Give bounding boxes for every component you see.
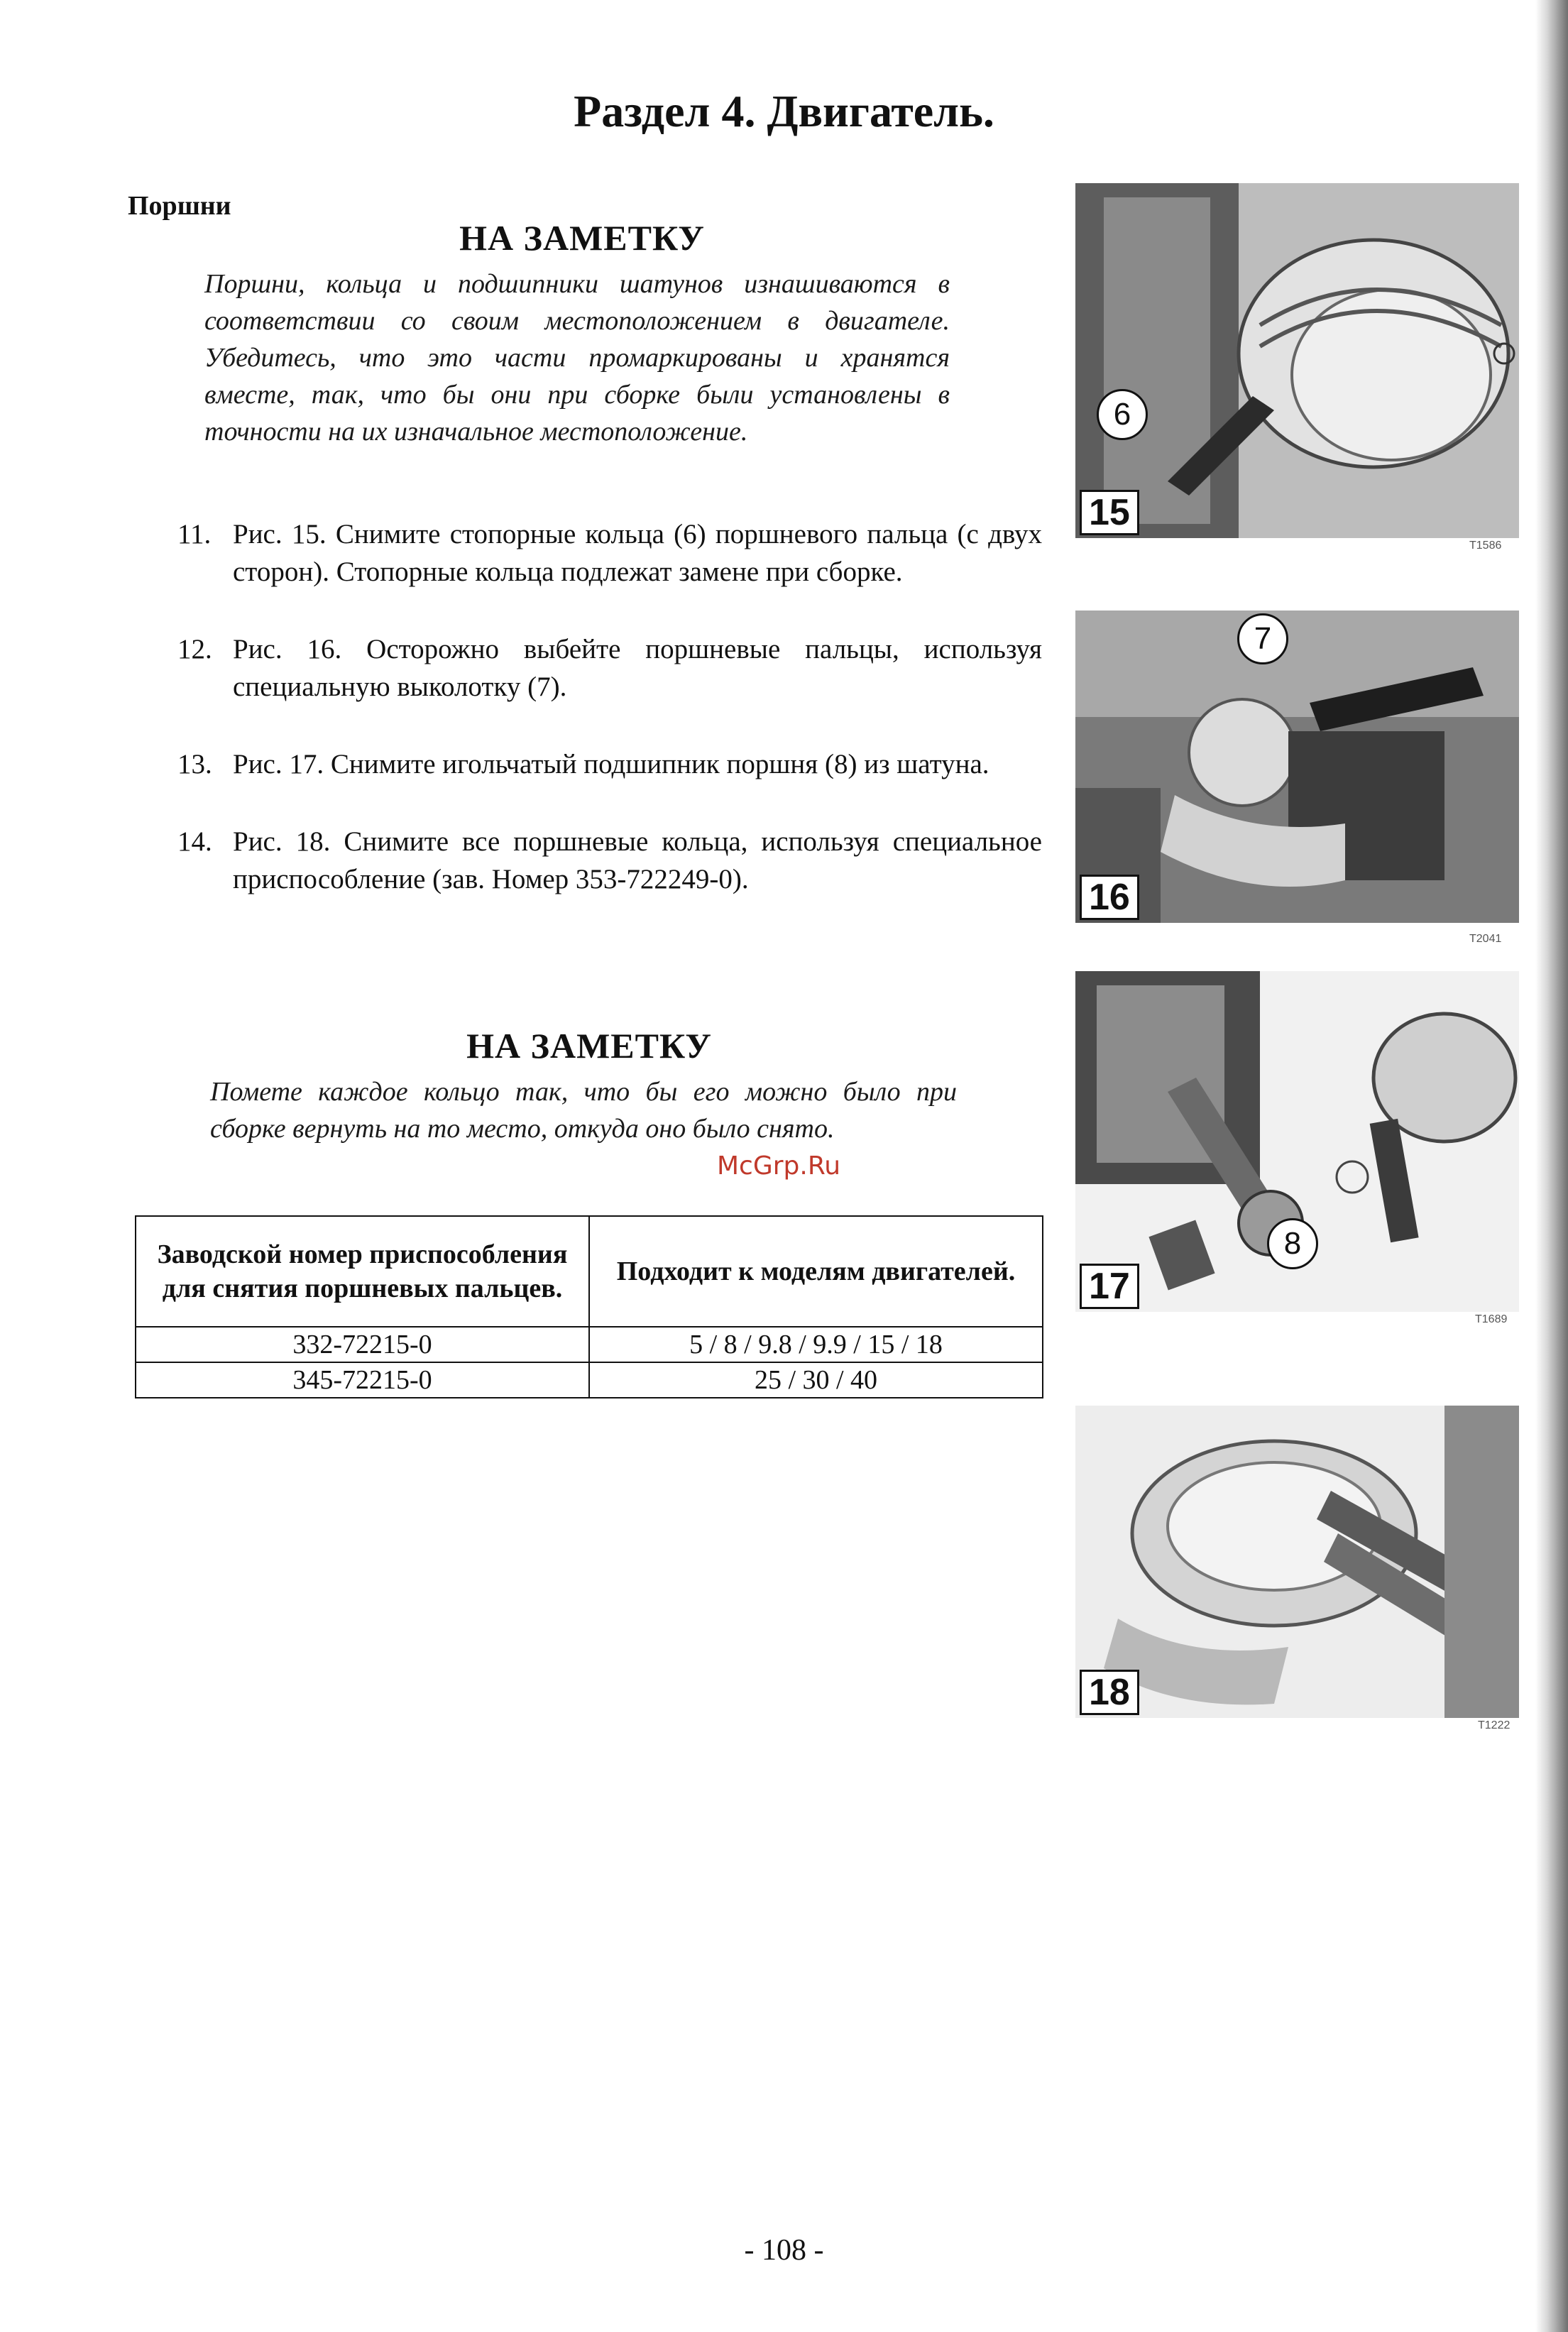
figure-number: 16 [1080,875,1139,920]
note-heading: НА ЗАМЕТКУ [466,1026,712,1066]
step-item [177,630,1042,706]
page-title: Раздел 4. Двигатель. [574,86,994,136]
table-cell: 332-72215-0 [136,1327,589,1362]
step-item [177,515,1042,591]
step-number: 11. [177,519,212,549]
figure-code: T1586 [1469,540,1502,552]
figure-16 [1075,611,1519,923]
figure-code: T1689 [1475,1313,1508,1325]
table-row [136,1327,1043,1362]
figure-17 [1075,971,1519,1312]
step-text: Рис. 18. Снимите все поршневые кольца, используя специальное приспособление (зав. Номер 353-722249-0). [233,826,1042,894]
step-text: Рис. 15. Снимите стопорные кольца (6) поршневого пальца (с двух сторон). Стопорные кольца подлежат замене при сборке. [233,519,1042,587]
watermark: McGrp.Ru [717,1151,841,1181]
table-cell: 25 / 30 / 40 [589,1362,1043,1398]
figure-15 [1075,183,1519,538]
note-heading: НА ЗАМЕТКУ [459,218,705,258]
piston-photo-15 [1075,183,1519,538]
figure-number: 17 [1080,1264,1139,1309]
steps-list [177,515,1042,938]
table-row [136,1362,1043,1398]
table-header-row [136,1216,1043,1327]
note-text: Пометe каждое кольцо так, что бы его можно было при сборке вернуть на то место, откуда оно было снято. [210,1077,957,1144]
table-header: Подходит к моделям двигателей. [589,1216,1043,1327]
callout-marker: 6 [1097,389,1148,440]
step-item [177,823,1042,898]
step-text: Рис. 17. Снимите игольчатый подшипник поршня (8) из шатуна. [233,749,989,779]
piston-photo-16 [1075,611,1519,923]
figure-code: T2041 [1469,933,1502,945]
figure-code: T1222 [1478,1719,1511,1731]
callout-marker: 7 [1237,613,1288,664]
table-header: Заводской номер приспособления для снятия поршневых пальцев. [136,1216,589,1327]
step-text: Рис. 16. Осторожно выбейте поршневые пальцы, используя специальную выколотку (7). [233,634,1042,702]
step-item [177,745,1042,783]
ring-tool-photo-18 [1075,1406,1519,1718]
page-number: - 108 - [744,2234,824,2267]
section-heading: Поршни [128,191,231,221]
figure-18 [1075,1406,1519,1718]
step-number: 13. [177,749,212,779]
step-number: 14. [177,826,212,857]
table-cell: 5 / 8 / 9.8 / 9.9 / 15 / 18 [589,1327,1043,1362]
figure-number: 15 [1080,490,1139,535]
note-text: Поршни, кольца и подшипники шатунов изнашиваются в соответствии со своим местоположением в двигателе. Убедитесь, что это части промаркированы и хранятся вместе, так, что бы они при сборке были установлены в точности на их изначальное местоположение. [204,269,950,447]
page-edge-shadow [1535,0,1568,2332]
figure-number: 18 [1080,1670,1139,1715]
step-number: 12. [177,634,212,664]
table-cell: 345-72215-0 [136,1362,589,1398]
callout-marker: 8 [1267,1218,1318,1269]
tool-table [135,1215,1043,1398]
